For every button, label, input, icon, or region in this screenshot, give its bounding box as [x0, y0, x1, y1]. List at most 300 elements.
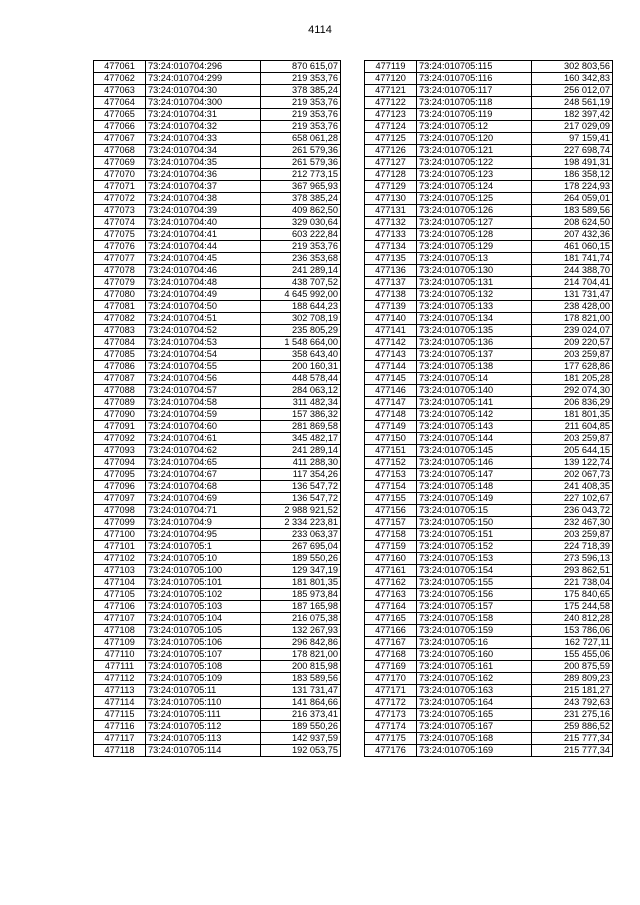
cadastral-value: 215 777,34 [532, 733, 613, 745]
cadastral-value: 183 589,56 [532, 205, 613, 217]
table-row [94, 61, 341, 73]
cadastral-number: 73:24:010705:132 [417, 289, 532, 301]
cadastral-number: 73:24:010704:55 [146, 361, 261, 373]
table-row [94, 673, 341, 685]
cadastral-number: 73:24:010705:126 [417, 205, 532, 217]
cadastral-number: 73:24:010704:71 [146, 505, 261, 517]
cadastral-number: 73:24:010705:146 [417, 457, 532, 469]
cadastral-value: 219 353,76 [261, 109, 341, 121]
cadastral-number: 73:24:010704:95 [146, 529, 261, 541]
table-row [94, 733, 341, 745]
cadastral-value: 175 840,65 [532, 589, 613, 601]
record-number: 477132 [365, 217, 417, 229]
record-number: 477156 [365, 505, 417, 517]
cadastral-number: 73:24:010705:141 [417, 397, 532, 409]
table-row [365, 469, 613, 481]
cadastral-value: 870 615,07 [261, 61, 341, 73]
table-row [94, 517, 341, 529]
cadastral-number: 73:24:010704:45 [146, 253, 261, 265]
cadastral-value: 203 259,87 [532, 529, 613, 541]
record-number: 477089 [94, 397, 146, 409]
table-row [365, 181, 613, 193]
cadastral-value: 209 220,57 [532, 337, 613, 349]
cadastral-value: 205 644,15 [532, 445, 613, 457]
cadastral-value: 4 645 992,00 [261, 289, 341, 301]
cadastral-value: 238 428,00 [532, 301, 613, 313]
cadastral-value: 1 548 664,00 [261, 337, 341, 349]
record-number: 477125 [365, 133, 417, 145]
table-row [365, 553, 613, 565]
cadastral-value: 256 012,07 [532, 85, 613, 97]
cadastral-value: 261 579,36 [261, 157, 341, 169]
record-number: 477140 [365, 313, 417, 325]
record-number: 477115 [94, 709, 146, 721]
record-number: 477078 [94, 265, 146, 277]
record-number: 477160 [365, 553, 417, 565]
table-row [365, 109, 613, 121]
table-row [94, 721, 341, 733]
table-row [365, 733, 613, 745]
cadastral-number: 73:24:010705:155 [417, 577, 532, 589]
record-number: 477123 [365, 109, 417, 121]
table-row [365, 709, 613, 721]
record-number: 477107 [94, 613, 146, 625]
cadastral-value: 240 812,28 [532, 613, 613, 625]
record-number: 477136 [365, 265, 417, 277]
record-number: 477119 [365, 61, 417, 73]
record-number: 477110 [94, 649, 146, 661]
cadastral-value: 264 059,01 [532, 193, 613, 205]
cadastral-value: 212 773,15 [261, 169, 341, 181]
cadastral-value: 302 708,19 [261, 313, 341, 325]
cadastral-number: 73:24:010705:13 [417, 253, 532, 265]
table-row [94, 253, 341, 265]
record-number: 477101 [94, 541, 146, 553]
record-number: 477087 [94, 373, 146, 385]
cadastral-value: 448 578,44 [261, 373, 341, 385]
cadastral-number: 73:24:010704:53 [146, 337, 261, 349]
table-row [365, 289, 613, 301]
record-number: 477113 [94, 685, 146, 697]
table-row [365, 349, 613, 361]
cadastral-number: 73:24:010705:138 [417, 361, 532, 373]
cadastral-number: 73:24:010704:49 [146, 289, 261, 301]
cadastral-number: 73:24:010704:41 [146, 229, 261, 241]
page-number: 4114 [308, 24, 332, 36]
record-number: 477153 [365, 469, 417, 481]
table-row [94, 589, 341, 601]
cadastral-number: 73:24:010705:12 [417, 121, 532, 133]
cadastral-number: 73:24:010705:115 [417, 61, 532, 73]
record-number: 477084 [94, 337, 146, 349]
table-row [94, 445, 341, 457]
record-number: 477155 [365, 493, 417, 505]
cadastral-value: 192 053,75 [261, 745, 341, 757]
table-row [365, 409, 613, 421]
record-number: 477171 [365, 685, 417, 697]
record-number: 477172 [365, 697, 417, 709]
cadastral-number: 73:24:010704:69 [146, 493, 261, 505]
cadastral-number: 73:24:010705:118 [417, 97, 532, 109]
record-number: 477134 [365, 241, 417, 253]
cadastral-number: 73:24:010705:150 [417, 517, 532, 529]
record-number: 477152 [365, 457, 417, 469]
cadastral-number: 73:24:010705:156 [417, 589, 532, 601]
cadastral-number: 73:24:010704:48 [146, 277, 261, 289]
cadastral-number: 73:24:010705:133 [417, 301, 532, 313]
record-number: 477068 [94, 145, 146, 157]
record-number: 477149 [365, 421, 417, 433]
cadastral-value: 311 482,34 [261, 397, 341, 409]
record-number: 477081 [94, 301, 146, 313]
record-number: 477151 [365, 445, 417, 457]
cadastral-value: 181 801,35 [532, 409, 613, 421]
table-row [365, 529, 613, 541]
record-number: 477114 [94, 697, 146, 709]
cadastral-value: 235 805,29 [261, 325, 341, 337]
cadastral-number: 73:24:010705:101 [146, 577, 261, 589]
record-number: 477080 [94, 289, 146, 301]
cadastral-value: 162 727,11 [532, 637, 613, 649]
table-row [94, 133, 341, 145]
record-number: 477173 [365, 709, 417, 721]
record-number: 477079 [94, 277, 146, 289]
record-number: 477109 [94, 637, 146, 649]
record-number: 477103 [94, 565, 146, 577]
cadastral-value: 219 353,76 [261, 97, 341, 109]
record-number: 477072 [94, 193, 146, 205]
cadastral-number: 73:24:010705:107 [146, 649, 261, 661]
table-row [365, 145, 613, 157]
cadastral-value: 177 628,86 [532, 361, 613, 373]
cadastral-value: 241 289,14 [261, 265, 341, 277]
record-number: 477124 [365, 121, 417, 133]
table-row [94, 349, 341, 361]
cadastral-number: 73:24:010704:37 [146, 181, 261, 193]
record-number: 477135 [365, 253, 417, 265]
cadastral-number: 73:24:010705:122 [417, 157, 532, 169]
record-number: 477142 [365, 337, 417, 349]
cadastral-number: 73:24:010704:36 [146, 169, 261, 181]
record-number: 477069 [94, 157, 146, 169]
table-row [365, 337, 613, 349]
record-number: 477150 [365, 433, 417, 445]
cadastral-number: 73:24:010705:131 [417, 277, 532, 289]
cadastral-number: 73:24:010705:167 [417, 721, 532, 733]
record-number: 477083 [94, 325, 146, 337]
record-number: 477137 [365, 277, 417, 289]
cadastral-value: 178 821,00 [532, 313, 613, 325]
cadastral-value: 200 815,98 [261, 661, 341, 673]
cadastral-value: 284 063,12 [261, 385, 341, 397]
cadastral-value: 181 205,28 [532, 373, 613, 385]
cadastral-value: 227 102,67 [532, 493, 613, 505]
record-number: 477154 [365, 481, 417, 493]
cadastral-value: 211 604,85 [532, 421, 613, 433]
record-number: 477086 [94, 361, 146, 373]
cadastral-value: 181 741,74 [532, 253, 613, 265]
cadastral-value: 175 244,58 [532, 601, 613, 613]
table-row [365, 385, 613, 397]
cadastral-number: 73:24:010705:11 [146, 685, 261, 697]
record-number: 477064 [94, 97, 146, 109]
table-row [365, 229, 613, 241]
cadastral-number: 73:24:010705:14 [417, 373, 532, 385]
record-number: 477061 [94, 61, 146, 73]
cadastral-number: 73:24:010704:33 [146, 133, 261, 145]
cadastral-value: 183 589,56 [261, 673, 341, 685]
cadastral-number: 73:24:010704:54 [146, 349, 261, 361]
table-row [94, 157, 341, 169]
right-table-body [365, 61, 613, 757]
cadastral-value: 202 067,73 [532, 469, 613, 481]
record-number: 477145 [365, 373, 417, 385]
cadastral-value: 157 386,32 [261, 409, 341, 421]
cadastral-value: 185 973,84 [261, 589, 341, 601]
table-row [94, 469, 341, 481]
record-number: 477157 [365, 517, 417, 529]
cadastral-value: 293 862,51 [532, 565, 613, 577]
record-number: 477127 [365, 157, 417, 169]
record-number: 477159 [365, 541, 417, 553]
table-row [365, 205, 613, 217]
cadastral-number: 73:24:010705:110 [146, 697, 261, 709]
cadastral-value: 603 222,84 [261, 229, 341, 241]
record-number: 477141 [365, 325, 417, 337]
table-row [365, 541, 613, 553]
table-row [94, 289, 341, 301]
cadastral-number: 73:24:010705:123 [417, 169, 532, 181]
cadastral-number: 73:24:010705:129 [417, 241, 532, 253]
table-row [365, 697, 613, 709]
record-number: 477062 [94, 73, 146, 85]
table-row [94, 505, 341, 517]
record-number: 477148 [365, 409, 417, 421]
table-row [94, 145, 341, 157]
record-number: 477082 [94, 313, 146, 325]
cadastral-number: 73:24:010705:161 [417, 661, 532, 673]
table-row [94, 541, 341, 553]
table-row [365, 625, 613, 637]
record-number: 477077 [94, 253, 146, 265]
table-row [94, 169, 341, 181]
cadastral-value: 142 937,59 [261, 733, 341, 745]
table-row [365, 253, 613, 265]
record-number: 477118 [94, 745, 146, 757]
cadastral-number: 73:24:010705:103 [146, 601, 261, 613]
table-row [365, 721, 613, 733]
record-number: 477063 [94, 85, 146, 97]
record-number: 477158 [365, 529, 417, 541]
record-number: 477122 [365, 97, 417, 109]
cadastral-number: 73:24:010705:159 [417, 625, 532, 637]
cadastral-value: 367 965,93 [261, 181, 341, 193]
record-number: 477085 [94, 349, 146, 361]
table-row [365, 601, 613, 613]
cadastral-value: 217 029,09 [532, 121, 613, 133]
cadastral-number: 73:24:010705:158 [417, 613, 532, 625]
record-number: 477117 [94, 733, 146, 745]
record-number: 477100 [94, 529, 146, 541]
cadastral-number: 73:24:010704:38 [146, 193, 261, 205]
record-number: 477128 [365, 169, 417, 181]
table-row [365, 481, 613, 493]
record-number: 477164 [365, 601, 417, 613]
record-number: 477174 [365, 721, 417, 733]
record-number: 477167 [365, 637, 417, 649]
cadastral-number: 73:24:010704:35 [146, 157, 261, 169]
table-row [94, 637, 341, 649]
cadastral-value: 461 060,15 [532, 241, 613, 253]
cadastral-value: 198 491,31 [532, 157, 613, 169]
cadastral-number: 73:24:010705:168 [417, 733, 532, 745]
cadastral-value: 153 786,06 [532, 625, 613, 637]
table-row [94, 685, 341, 697]
cadastral-number: 73:24:010705:111 [146, 709, 261, 721]
cadastral-value: 231 275,16 [532, 709, 613, 721]
cadastral-value: 378 385,24 [261, 85, 341, 97]
record-number: 477112 [94, 673, 146, 685]
record-number: 477088 [94, 385, 146, 397]
table-row [365, 433, 613, 445]
record-number: 477168 [365, 649, 417, 661]
cadastral-number: 73:24:010704:68 [146, 481, 261, 493]
cadastral-number: 73:24:010705:124 [417, 181, 532, 193]
cadastral-number: 73:24:010705:148 [417, 481, 532, 493]
record-number: 477065 [94, 109, 146, 121]
table-row [365, 241, 613, 253]
cadastral-value: 241 408,35 [532, 481, 613, 493]
record-number: 477106 [94, 601, 146, 613]
record-number: 477162 [365, 577, 417, 589]
cadastral-value: 208 624,50 [532, 217, 613, 229]
record-number: 477169 [365, 661, 417, 673]
cadastral-number: 73:24:010705:147 [417, 469, 532, 481]
cadastral-number: 73:24:010705:160 [417, 649, 532, 661]
cadastral-number: 73:24:010705:120 [417, 133, 532, 145]
record-number: 477076 [94, 241, 146, 253]
cadastral-number: 73:24:010705:117 [417, 85, 532, 97]
cadastral-value: 188 644,23 [261, 301, 341, 313]
cadastral-value: 189 550,26 [261, 553, 341, 565]
cadastral-value: 207 432,36 [532, 229, 613, 241]
cadastral-value: 267 695,04 [261, 541, 341, 553]
record-number: 477144 [365, 361, 417, 373]
cadastral-value: 302 803,56 [532, 61, 613, 73]
cadastral-number: 73:24:010704:40 [146, 217, 261, 229]
cadastral-value: 131 731,47 [261, 685, 341, 697]
cadastral-number: 73:24:010704:67 [146, 469, 261, 481]
record-number: 477138 [365, 289, 417, 301]
table-row [94, 361, 341, 373]
cadastral-number: 73:24:010705:130 [417, 265, 532, 277]
table-row [94, 433, 341, 445]
cadastral-number: 73:24:010705:143 [417, 421, 532, 433]
table-row [365, 133, 613, 145]
cadastral-number: 73:24:010704:299 [146, 73, 261, 85]
table-row [365, 157, 613, 169]
cadastral-value: 232 467,30 [532, 517, 613, 529]
table-row [365, 325, 613, 337]
cadastral-value: 136 547,72 [261, 493, 341, 505]
cadastral-number: 73:24:010704:296 [146, 61, 261, 73]
table-row [365, 301, 613, 313]
table-row [365, 493, 613, 505]
cadastral-value: 132 267,93 [261, 625, 341, 637]
cadastral-number: 73:24:010704:300 [146, 97, 261, 109]
table-row [365, 277, 613, 289]
record-number: 477090 [94, 409, 146, 421]
cadastral-value: 182 397,42 [532, 109, 613, 121]
table-row [94, 181, 341, 193]
table-row [94, 493, 341, 505]
table-row [365, 517, 613, 529]
table-row [365, 61, 613, 73]
left-table [93, 60, 341, 757]
record-number: 477073 [94, 205, 146, 217]
table-row [94, 373, 341, 385]
cadastral-number: 73:24:010704:51 [146, 313, 261, 325]
cadastral-value: 216 373,41 [261, 709, 341, 721]
record-number: 477097 [94, 493, 146, 505]
cadastral-number: 73:24:010704:59 [146, 409, 261, 421]
cadastral-number: 73:24:010705:165 [417, 709, 532, 721]
cadastral-number: 73:24:010705:121 [417, 145, 532, 157]
cadastral-number: 73:24:010704:56 [146, 373, 261, 385]
table-row [365, 361, 613, 373]
cadastral-value: 345 482,17 [261, 433, 341, 445]
record-number: 477108 [94, 625, 146, 637]
cadastral-number: 73:24:010705:135 [417, 325, 532, 337]
record-number: 477067 [94, 133, 146, 145]
table-row [94, 109, 341, 121]
table-row [94, 745, 341, 757]
record-number: 477071 [94, 181, 146, 193]
cadastral-value: 358 643,40 [261, 349, 341, 361]
table-row [365, 565, 613, 577]
cadastral-number: 73:24:010705:136 [417, 337, 532, 349]
cadastral-number: 73:24:010705:163 [417, 685, 532, 697]
table-row [94, 121, 341, 133]
cadastral-number: 73:24:010705:100 [146, 565, 261, 577]
cadastral-number: 73:24:010705:108 [146, 661, 261, 673]
record-number: 477116 [94, 721, 146, 733]
cadastral-value: 658 061,28 [261, 133, 341, 145]
record-number: 477166 [365, 625, 417, 637]
table-row [94, 217, 341, 229]
cadastral-number: 73:24:010705:145 [417, 445, 532, 457]
cadastral-number: 73:24:010704:62 [146, 445, 261, 457]
record-number: 477121 [365, 85, 417, 97]
record-number: 477091 [94, 421, 146, 433]
cadastral-number: 73:24:010705:16 [417, 637, 532, 649]
table-row [94, 301, 341, 313]
cadastral-number: 73:24:010705:137 [417, 349, 532, 361]
table-row [365, 745, 613, 757]
table-row [365, 577, 613, 589]
cadastral-number: 73:24:010704:61 [146, 433, 261, 445]
record-number: 477130 [365, 193, 417, 205]
cadastral-value: 281 869,58 [261, 421, 341, 433]
table-row [365, 661, 613, 673]
cadastral-number: 73:24:010704:32 [146, 121, 261, 133]
table-row [94, 553, 341, 565]
record-number: 477120 [365, 73, 417, 85]
table-row [94, 565, 341, 577]
cadastral-value: 139 122,74 [532, 457, 613, 469]
cadastral-number: 73:24:010704:31 [146, 109, 261, 121]
cadastral-value: 2 334 223,81 [261, 517, 341, 529]
